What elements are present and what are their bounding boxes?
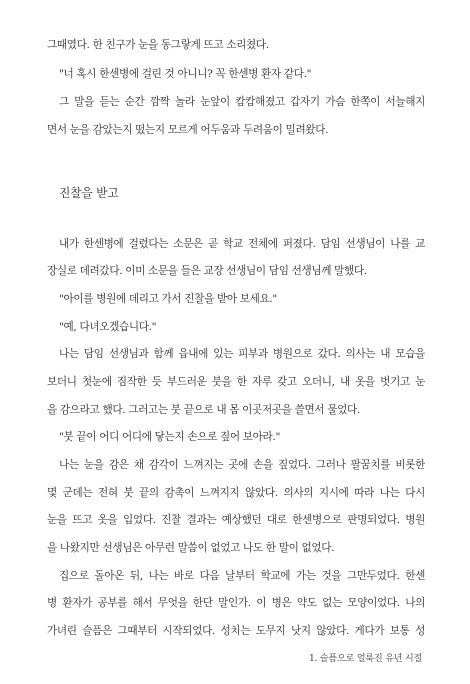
running-footer: 1. 슬픔으로 얼룩진 유년 시절 [309, 653, 422, 664]
paragraph-line: 면서 눈을 감았는지 떴는지 모르게 어두움과 두려움이 밀려왔다. [47, 124, 329, 136]
paragraph-line: 을 나왔지만 선생님은 아무런 말씀이 없었고 나도 한 말이 없었다. [47, 542, 335, 554]
paragraph-line: 가녀린 슬픔은 그때부터 시작되었다. 성치는 도무지 낫지 않았다. 게다가 보통 성 [47, 625, 425, 637]
paragraph-line: 나는 담임 선생님과 함께 읍내에 있는 피부과 병원으로 갔다. 의사는 내 모습을 [59, 348, 425, 360]
paragraph-line: "아이를 병원에 데리고 가서 진찰을 받아 보세요." [59, 293, 277, 305]
section-title: 진찰을 받고 [59, 186, 119, 200]
paragraph-line: "붓 끝이 어디 어디에 닿는지 손으로 짚어 보아라." [59, 431, 280, 443]
paragraph-line: 집으로 돌아온 뒤, 나는 바로 다음 날부터 학교에 가는 것을 그만두었다. 한센 [59, 570, 425, 582]
paragraph-line: 그때였다. 한 친구가 눈을 동그랗게 뜨고 소리쳤다. [47, 39, 269, 51]
paragraph-line: 병 환자가 공부를 해서 무엇을 한단 말인가. 이 병은 약도 없는 모양이었다. 나의 [47, 597, 425, 609]
paragraph-line: "너 혹시 한센병에 걸린 것 아니니? 꼭 한센병 환자 같다." [59, 68, 312, 80]
paragraph-line: 장실로 데려갔다. 이미 소문을 들은 교장 선생님이 담임 선생님께 말했다. [47, 265, 367, 277]
paragraph-line: 보더니 첫눈에 짐작한 듯 부드러운 붓을 한 자루 갖고 오더니, 내 옷을 벗기고 눈 [47, 376, 425, 388]
paragraph-line: "예, 다녀오겠습니다." [59, 321, 157, 333]
paragraph-line: 을 감으라고 했다. 그러고는 붓 끝으로 내 몸 이곳저곳을 쓸면서 물었다. [47, 404, 360, 416]
paragraph-line: 내가 한센병에 걸렸다는 소문은 곧 학교 전체에 퍼졌다. 담임 선생님이 나를 교 [59, 238, 425, 250]
paragraph-line: 그 말을 듣는 순간 깜짝 놀라 눈앞이 캄캄해졌고 갑자기 가슴 한쪽이 서늘해지 [59, 96, 425, 108]
paragraph-line: 눈을 뜨고 옷을 입었다. 진찰 결과는 예상했던 대로 한센병으로 판명되었다. 병원 [47, 514, 425, 526]
paragraph-line: 몇 군데는 전혀 붓 끝의 감촉이 느껴지지 않았다. 의사의 지시에 따라 나는 다시 [47, 487, 425, 499]
paragraph-line: 나는 눈을 감은 채 감각이 느껴지는 곳에 손을 짚었다. 그러나 팔꿈치를 비롯한 [59, 459, 425, 471]
